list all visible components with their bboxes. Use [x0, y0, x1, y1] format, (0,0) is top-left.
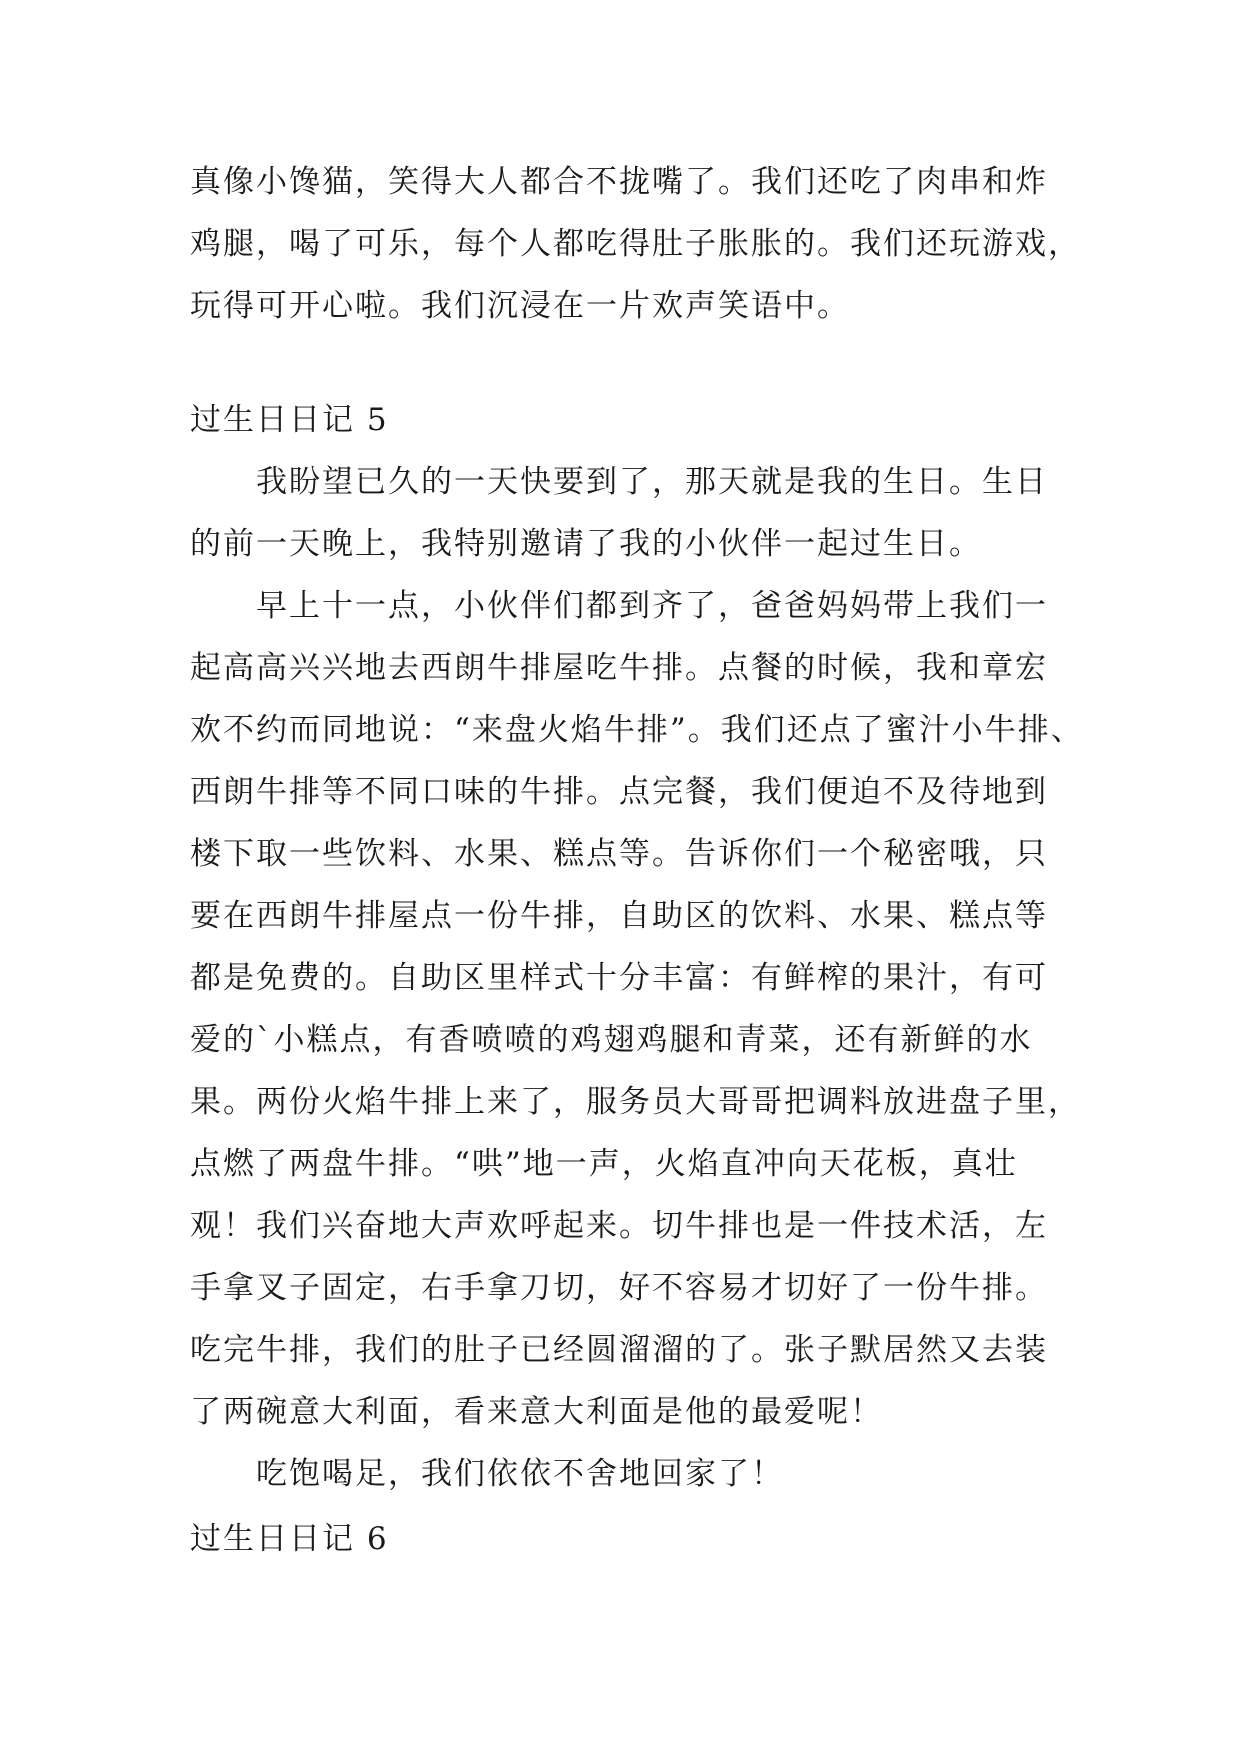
- text-line: 的前一天晚上，我特别邀请了我的小伙伴一起过生日。: [190, 526, 982, 562]
- text-line: 手拿叉子固定，右手拿刀切，好不容易才切好了一份牛排。: [190, 1270, 1048, 1306]
- text-line: 果。两份火焰牛排上来了，服务员大哥哥把调料放进盘子里，: [190, 1084, 1081, 1120]
- text-line: 起高高兴兴地去西朗牛排屋吃牛排。点餐的时候，我和章宏: [190, 650, 1048, 686]
- text-line: 西朗牛排等不同口味的牛排。点完餐，我们便迫不及待地到: [190, 774, 1048, 810]
- section-title-5: 过生日日记 5: [190, 402, 389, 438]
- text-line: 都是免费的。自助区里样式十分丰富：有鲜榨的果汁，有可: [190, 960, 1048, 996]
- text-line: 爱的`小糕点，有香喷喷的鸡翅鸡腿和青菜，还有新鲜的水: [190, 1022, 1033, 1058]
- text-line: 鸡腿，喝了可乐，每个人都吃得肚子胀胀的。我们还玩游戏，: [190, 226, 1081, 262]
- text-line: 楼下取一些饮料、水果、糕点等。告诉你们一个秘密哦，只: [190, 836, 1048, 872]
- text-line: 欢不约而同地说：“来盘火焰牛排”。我们还点了蜜汁小牛排、: [190, 712, 1084, 748]
- text-line: 吃完牛排，我们的肚子已经圆溜溜的了。张子默居然又去装: [190, 1332, 1048, 1368]
- text-line: 观！我们兴奋地大声欢呼起来。切牛排也是一件技术活，左: [190, 1208, 1048, 1244]
- text-line: 我盼望已久的一天快要到了，那天就是我的生日。生日: [256, 464, 1048, 500]
- section-title-6: 过生日日记 6: [190, 1521, 389, 1557]
- text-line: 点燃了两盘牛排。“哄”地一声，火焰直冲向天花板，真壮: [190, 1146, 1018, 1182]
- text-line: 要在西朗牛排屋点一份牛排，自助区的饮料、水果、糕点等: [190, 898, 1048, 934]
- section5-body: [190, 451, 1084, 1505]
- text-line: 早上十一点，小伙伴们都到齐了，爸爸妈妈带上我们一: [256, 588, 1048, 624]
- text-line: 了两碗意大利面，看来意大利面是他的最爱呢！: [190, 1394, 883, 1430]
- paragraph-top: [190, 151, 1081, 337]
- text-line: 玩得可开心啦。我们沉浸在一片欢声笑语中。: [190, 288, 850, 324]
- text-line: 吃饱喝足，我们依依不舍地回家了！: [256, 1456, 784, 1492]
- text-line: 真像小馋猫，笑得大人都合不拢嘴了。我们还吃了肉串和炸: [190, 164, 1048, 200]
